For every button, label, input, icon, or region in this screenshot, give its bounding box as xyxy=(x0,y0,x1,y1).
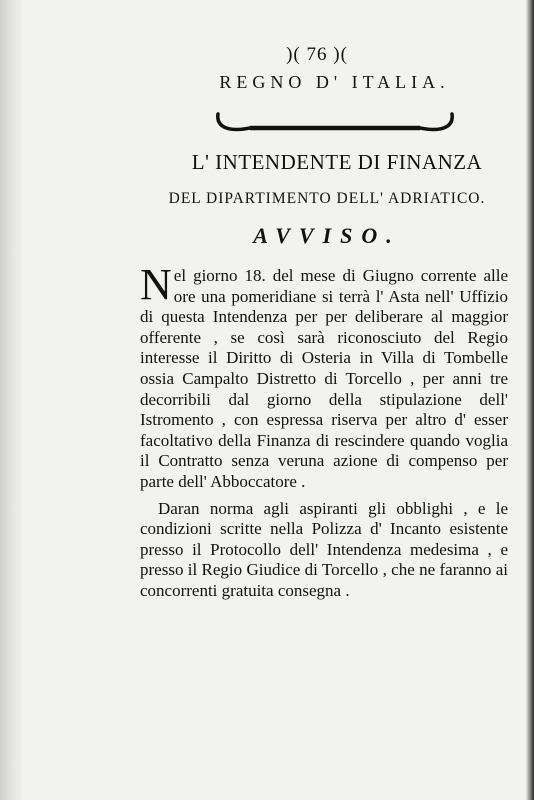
paragraph-2: Daran norma agli aspiranti gli obblighi , e le condizioni scritte nella Polizza d' Incanto esistente presso il Protocollo dell' Intendenza medesima , e presso il Regio Giudice di Torcello , che ne faranno ai concorrenti gratuita consegna . xyxy=(140,498,508,600)
page-edge xyxy=(526,0,534,800)
document-subtitle: DEL DIPARTIMENTO DELL' ADRIATICO. xyxy=(168,190,486,207)
notice-body xyxy=(140,260,508,602)
notice-heading: AVVISO. xyxy=(253,223,401,248)
ornamental-rule xyxy=(210,110,460,138)
paragraph-1 xyxy=(140,260,508,493)
page-number: )( 76 )( xyxy=(286,44,348,65)
drop-cap: N xyxy=(140,260,172,309)
paragraph-1-text: el giorno 18. del mese di Giugno corrente alle ore una pomeridiane si terrà l' Asta nell' Uffizio di questa Intendenza per per deliberare al maggior offerente , se così sarà riconosciuto del Regio interesse il Diritto di Osteria in Villa di Tombelle ossia Campalto Distretto di Torcello , per anni tre decorribili dal giorno della stipulazione dell' Istromento , con espressa riserva per altro d' esser facoltativo della Finanza di rescindere quando voglia il Contratto senza veruna azione di compenso per parte dell' Abboccatore . xyxy=(140,266,508,491)
book-spine xyxy=(0,0,22,800)
document-title: L' INTENDENTE DI FINANZA xyxy=(191,150,483,174)
kingdom-heading: REGNO D' ITALIA. xyxy=(219,72,450,92)
